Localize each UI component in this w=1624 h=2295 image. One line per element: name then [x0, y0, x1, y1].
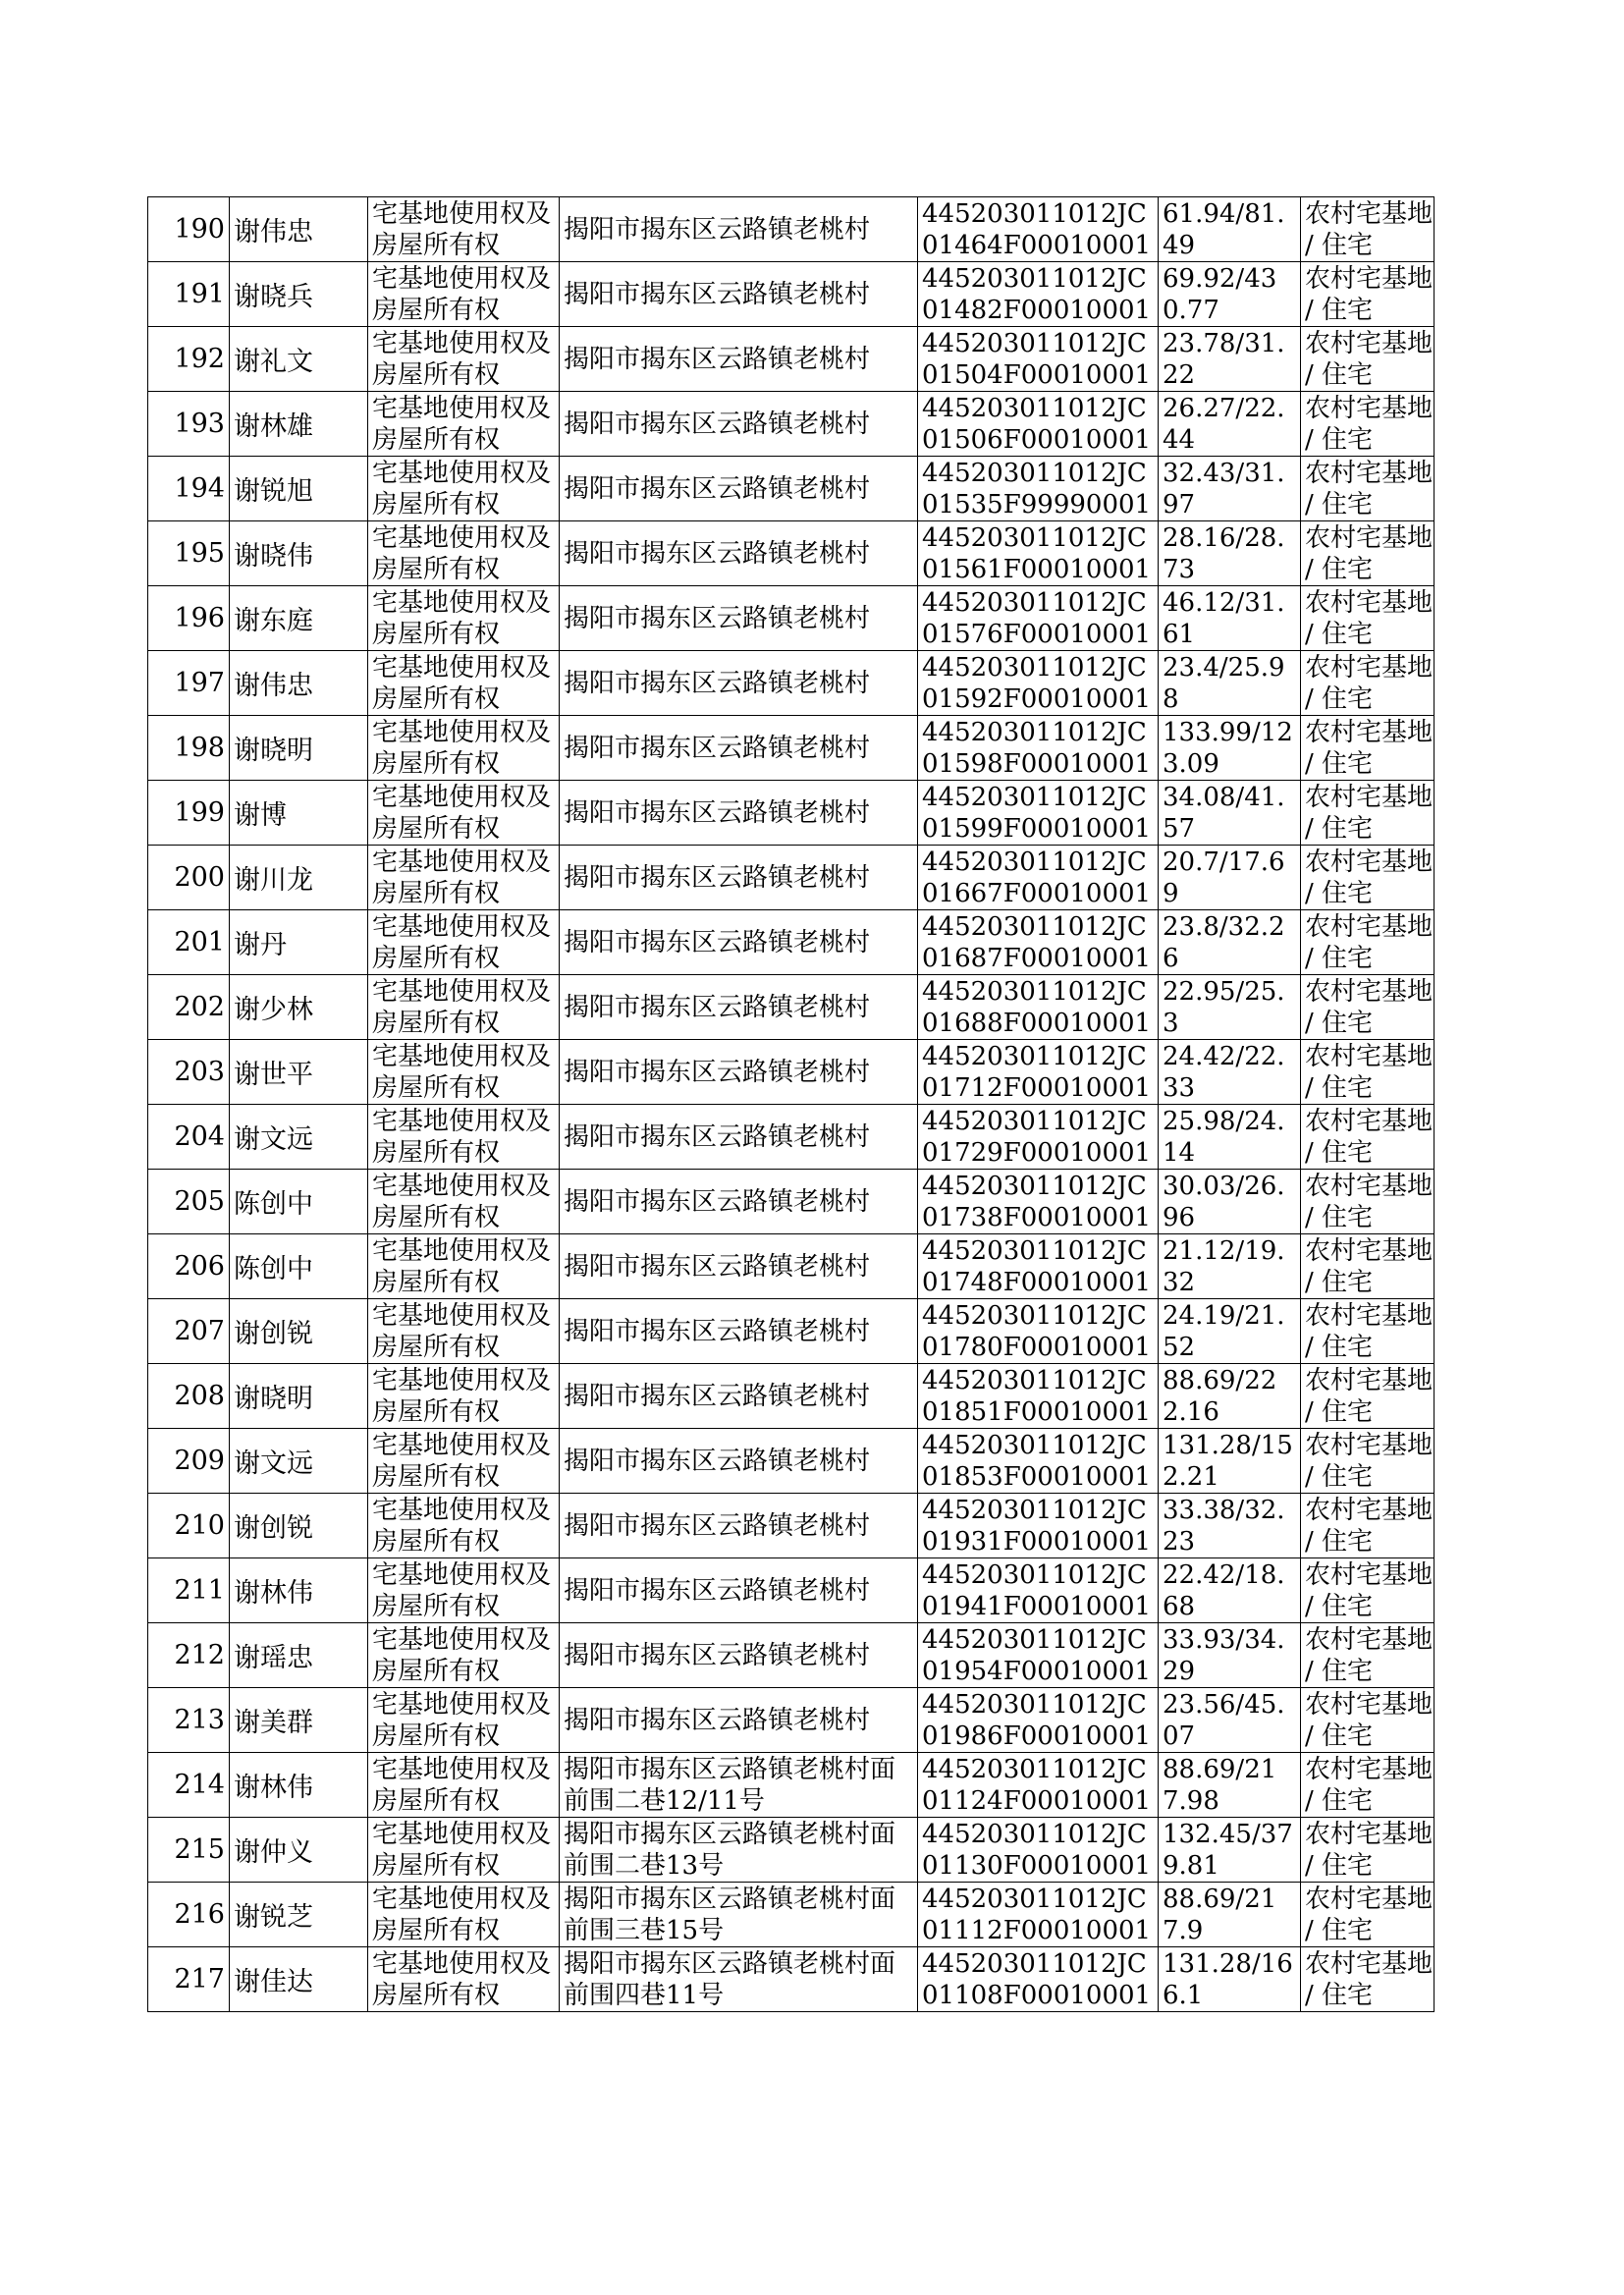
owner-name: 谢伟忠 — [230, 651, 368, 716]
area-value: 23.4/25.98 — [1159, 651, 1301, 716]
property-code: 445203011012JC01504F00010001 — [918, 327, 1159, 392]
table-row — [148, 1947, 1435, 2012]
row-number: 204 — [148, 1105, 230, 1170]
land-use: 农村宅基地 / 住宅 — [1301, 1947, 1435, 2012]
property-address: 揭阳市揭东区云路镇老桃村 — [560, 1299, 918, 1364]
property-address: 揭阳市揭东区云路镇老桃村面前围二巷13号 — [560, 1818, 918, 1883]
owner-name: 谢川龙 — [230, 846, 368, 910]
row-number: 192 — [148, 327, 230, 392]
area-value: 61.94/81.49 — [1159, 197, 1301, 262]
owner-name: 陈创中 — [230, 1170, 368, 1234]
row-number: 202 — [148, 975, 230, 1040]
area-value: 69.92/430.77 — [1159, 262, 1301, 327]
property-address: 揭阳市揭东区云路镇老桃村 — [560, 846, 918, 910]
land-use: 农村宅基地 / 住宅 — [1301, 327, 1435, 392]
table-row — [148, 1883, 1435, 1947]
property-address: 揭阳市揭东区云路镇老桃村 — [560, 262, 918, 327]
owner-name: 谢创锐 — [230, 1494, 368, 1558]
table-row — [148, 651, 1435, 716]
table-row — [148, 327, 1435, 392]
property-address: 揭阳市揭东区云路镇老桃村 — [560, 1040, 918, 1105]
property-address: 揭阳市揭东区云路镇老桃村 — [560, 1234, 918, 1299]
owner-name: 陈创中 — [230, 1234, 368, 1299]
property-code: 445203011012JC01712F00010001 — [918, 1040, 1159, 1105]
property-address: 揭阳市揭东区云路镇老桃村 — [560, 327, 918, 392]
owner-name: 谢美群 — [230, 1688, 368, 1753]
owner-name: 谢东庭 — [230, 586, 368, 651]
owner-name: 谢仲义 — [230, 1818, 368, 1883]
property-code: 445203011012JC01130F00010001 — [918, 1818, 1159, 1883]
right-type: 宅基地使用权及房屋所有权 — [368, 1558, 560, 1623]
table-row — [148, 1753, 1435, 1818]
property-address: 揭阳市揭东区云路镇老桃村 — [560, 521, 918, 586]
right-type: 宅基地使用权及房屋所有权 — [368, 846, 560, 910]
table-row — [148, 586, 1435, 651]
land-use: 农村宅基地 / 住宅 — [1301, 1494, 1435, 1558]
table-row — [148, 1429, 1435, 1494]
table-row — [148, 1040, 1435, 1105]
owner-name: 谢少林 — [230, 975, 368, 1040]
property-address: 揭阳市揭东区云路镇老桃村面前围二巷12/11号 — [560, 1753, 918, 1818]
right-type: 宅基地使用权及房屋所有权 — [368, 1688, 560, 1753]
property-address: 揭阳市揭东区云路镇老桃村面前围三巷15号 — [560, 1883, 918, 1947]
right-type: 宅基地使用权及房屋所有权 — [368, 1623, 560, 1688]
owner-name: 谢林伟 — [230, 1753, 368, 1818]
row-number: 210 — [148, 1494, 230, 1558]
right-type: 宅基地使用权及房屋所有权 — [368, 586, 560, 651]
row-number: 195 — [148, 521, 230, 586]
row-number: 212 — [148, 1623, 230, 1688]
area-value: 23.56/45.07 — [1159, 1688, 1301, 1753]
row-number: 209 — [148, 1429, 230, 1494]
area-value: 22.95/25.3 — [1159, 975, 1301, 1040]
table-row — [148, 1364, 1435, 1429]
area-value: 88.69/217.9 — [1159, 1883, 1301, 1947]
area-value: 28.16/28.73 — [1159, 521, 1301, 586]
property-address: 揭阳市揭东区云路镇老桃村 — [560, 1429, 918, 1494]
property-code: 445203011012JC01482F00010001 — [918, 262, 1159, 327]
owner-name: 谢瑶忠 — [230, 1623, 368, 1688]
row-number: 194 — [148, 457, 230, 521]
property-address: 揭阳市揭东区云路镇老桃村 — [560, 197, 918, 262]
table-row — [148, 197, 1435, 262]
right-type: 宅基地使用权及房屋所有权 — [368, 327, 560, 392]
area-value: 22.42/18.68 — [1159, 1558, 1301, 1623]
area-value: 30.03/26.96 — [1159, 1170, 1301, 1234]
table-row — [148, 975, 1435, 1040]
owner-name: 谢林雄 — [230, 392, 368, 457]
owner-name: 谢锐旭 — [230, 457, 368, 521]
row-number: 201 — [148, 910, 230, 975]
right-type: 宅基地使用权及房屋所有权 — [368, 1364, 560, 1429]
table-row — [148, 846, 1435, 910]
property-code: 445203011012JC01853F00010001 — [918, 1429, 1159, 1494]
property-code: 445203011012JC01931F00010001 — [918, 1494, 1159, 1558]
property-address: 揭阳市揭东区云路镇老桃村 — [560, 1558, 918, 1623]
table-row — [148, 392, 1435, 457]
right-type: 宅基地使用权及房屋所有权 — [368, 521, 560, 586]
land-use: 农村宅基地 / 住宅 — [1301, 975, 1435, 1040]
land-use: 农村宅基地 / 住宅 — [1301, 1040, 1435, 1105]
owner-name: 谢创锐 — [230, 1299, 368, 1364]
row-number: 207 — [148, 1299, 230, 1364]
table-row — [148, 781, 1435, 846]
property-address: 揭阳市揭东区云路镇老桃村 — [560, 651, 918, 716]
area-value: 88.69/217.98 — [1159, 1753, 1301, 1818]
property-code: 445203011012JC01576F00010001 — [918, 586, 1159, 651]
land-use: 农村宅基地 / 住宅 — [1301, 1364, 1435, 1429]
row-number: 205 — [148, 1170, 230, 1234]
area-value: 26.27/22.44 — [1159, 392, 1301, 457]
owner-name: 谢晓明 — [230, 1364, 368, 1429]
property-address: 揭阳市揭东区云路镇老桃村 — [560, 1688, 918, 1753]
owner-name: 谢丹 — [230, 910, 368, 975]
table-row — [148, 1170, 1435, 1234]
area-value: 46.12/31.61 — [1159, 586, 1301, 651]
row-number: 211 — [148, 1558, 230, 1623]
land-use: 农村宅基地 / 住宅 — [1301, 1170, 1435, 1234]
property-address: 揭阳市揭东区云路镇老桃村面前围四巷11号 — [560, 1947, 918, 2012]
right-type: 宅基地使用权及房屋所有权 — [368, 1947, 560, 2012]
property-address: 揭阳市揭东区云路镇老桃村 — [560, 586, 918, 651]
right-type: 宅基地使用权及房屋所有权 — [368, 716, 560, 781]
land-use: 农村宅基地 / 住宅 — [1301, 521, 1435, 586]
right-type: 宅基地使用权及房屋所有权 — [368, 1170, 560, 1234]
area-value: 23.8/32.26 — [1159, 910, 1301, 975]
table-row — [148, 1818, 1435, 1883]
right-type: 宅基地使用权及房屋所有权 — [368, 781, 560, 846]
area-value: 131.28/166.1 — [1159, 1947, 1301, 2012]
area-value: 32.43/31.97 — [1159, 457, 1301, 521]
table-row — [148, 262, 1435, 327]
table-row — [148, 716, 1435, 781]
table-row — [148, 910, 1435, 975]
property-address: 揭阳市揭东区云路镇老桃村 — [560, 1623, 918, 1688]
row-number: 216 — [148, 1883, 230, 1947]
right-type: 宅基地使用权及房屋所有权 — [368, 1299, 560, 1364]
property-address: 揭阳市揭东区云路镇老桃村 — [560, 975, 918, 1040]
land-use: 农村宅基地 / 住宅 — [1301, 1299, 1435, 1364]
row-number: 213 — [148, 1688, 230, 1753]
property-code: 445203011012JC01986F00010001 — [918, 1688, 1159, 1753]
area-value: 33.93/34.29 — [1159, 1623, 1301, 1688]
row-number: 191 — [148, 262, 230, 327]
property-code: 445203011012JC01599F00010001 — [918, 781, 1159, 846]
registry-table — [147, 196, 1435, 2012]
table-row — [148, 457, 1435, 521]
property-address: 揭阳市揭东区云路镇老桃村 — [560, 457, 918, 521]
land-use: 农村宅基地 / 住宅 — [1301, 846, 1435, 910]
land-use: 农村宅基地 / 住宅 — [1301, 1753, 1435, 1818]
area-value: 88.69/222.16 — [1159, 1364, 1301, 1429]
area-value: 34.08/41.57 — [1159, 781, 1301, 846]
property-code: 445203011012JC01941F00010001 — [918, 1558, 1159, 1623]
area-value: 25.98/24.14 — [1159, 1105, 1301, 1170]
property-code: 445203011012JC01954F00010001 — [918, 1623, 1159, 1688]
property-address: 揭阳市揭东区云路镇老桃村 — [560, 716, 918, 781]
property-address: 揭阳市揭东区云路镇老桃村 — [560, 1494, 918, 1558]
row-number: 197 — [148, 651, 230, 716]
property-code: 445203011012JC01506F00010001 — [918, 392, 1159, 457]
property-address: 揭阳市揭东区云路镇老桃村 — [560, 910, 918, 975]
table-row — [148, 1688, 1435, 1753]
row-number: 190 — [148, 197, 230, 262]
land-use: 农村宅基地 / 住宅 — [1301, 1234, 1435, 1299]
right-type: 宅基地使用权及房屋所有权 — [368, 910, 560, 975]
owner-name: 谢伟忠 — [230, 197, 368, 262]
area-value: 133.99/123.09 — [1159, 716, 1301, 781]
area-value: 24.19/21.52 — [1159, 1299, 1301, 1364]
row-number: 196 — [148, 586, 230, 651]
row-number: 215 — [148, 1818, 230, 1883]
right-type: 宅基地使用权及房屋所有权 — [368, 1753, 560, 1818]
right-type: 宅基地使用权及房屋所有权 — [368, 975, 560, 1040]
right-type: 宅基地使用权及房屋所有权 — [368, 651, 560, 716]
property-address: 揭阳市揭东区云路镇老桃村 — [560, 1364, 918, 1429]
right-type: 宅基地使用权及房屋所有权 — [368, 1105, 560, 1170]
area-value: 24.42/22.33 — [1159, 1040, 1301, 1105]
area-value: 132.45/379.81 — [1159, 1818, 1301, 1883]
table-row — [148, 1105, 1435, 1170]
table-row — [148, 1234, 1435, 1299]
property-code: 445203011012JC01464F00010001 — [918, 197, 1159, 262]
property-code: 445203011012JC01598F00010001 — [918, 716, 1159, 781]
land-use: 农村宅基地 / 住宅 — [1301, 716, 1435, 781]
property-code: 445203011012JC01592F00010001 — [918, 651, 1159, 716]
owner-name: 谢世平 — [230, 1040, 368, 1105]
row-number: 198 — [148, 716, 230, 781]
row-number: 206 — [148, 1234, 230, 1299]
property-address: 揭阳市揭东区云路镇老桃村 — [560, 392, 918, 457]
land-use: 农村宅基地 / 住宅 — [1301, 910, 1435, 975]
table-row — [148, 521, 1435, 586]
owner-name: 谢晓兵 — [230, 262, 368, 327]
property-code: 445203011012JC01780F00010001 — [918, 1299, 1159, 1364]
property-code: 445203011012JC01851F00010001 — [918, 1364, 1159, 1429]
land-use: 农村宅基地 / 住宅 — [1301, 1623, 1435, 1688]
area-value: 33.38/32.23 — [1159, 1494, 1301, 1558]
property-code: 445203011012JC01688F00010001 — [918, 975, 1159, 1040]
row-number: 199 — [148, 781, 230, 846]
row-number: 200 — [148, 846, 230, 910]
property-code: 445203011012JC01748F00010001 — [918, 1234, 1159, 1299]
property-code: 445203011012JC01108F00010001 — [918, 1947, 1159, 2012]
table-body — [148, 197, 1435, 2012]
right-type: 宅基地使用权及房屋所有权 — [368, 1040, 560, 1105]
land-use: 农村宅基地 / 住宅 — [1301, 1105, 1435, 1170]
table-row — [148, 1299, 1435, 1364]
owner-name: 谢佳达 — [230, 1947, 368, 2012]
land-use: 农村宅基地 / 住宅 — [1301, 651, 1435, 716]
row-number: 214 — [148, 1753, 230, 1818]
property-code: 445203011012JC01667F00010001 — [918, 846, 1159, 910]
owner-name: 谢礼文 — [230, 327, 368, 392]
land-use: 农村宅基地 / 住宅 — [1301, 197, 1435, 262]
property-code: 445203011012JC01124F00010001 — [918, 1753, 1159, 1818]
property-address: 揭阳市揭东区云路镇老桃村 — [560, 781, 918, 846]
owner-name: 谢林伟 — [230, 1558, 368, 1623]
table-row — [148, 1558, 1435, 1623]
right-type: 宅基地使用权及房屋所有权 — [368, 197, 560, 262]
right-type: 宅基地使用权及房屋所有权 — [368, 1494, 560, 1558]
table-row — [148, 1623, 1435, 1688]
property-code: 445203011012JC01687F00010001 — [918, 910, 1159, 975]
right-type: 宅基地使用权及房屋所有权 — [368, 1234, 560, 1299]
row-number: 193 — [148, 392, 230, 457]
land-use: 农村宅基地 / 住宅 — [1301, 781, 1435, 846]
owner-name: 谢文远 — [230, 1429, 368, 1494]
property-address: 揭阳市揭东区云路镇老桃村 — [560, 1170, 918, 1234]
row-number: 217 — [148, 1947, 230, 2012]
land-use: 农村宅基地 / 住宅 — [1301, 1883, 1435, 1947]
right-type: 宅基地使用权及房屋所有权 — [368, 457, 560, 521]
area-value: 23.78/31.22 — [1159, 327, 1301, 392]
land-use: 农村宅基地 / 住宅 — [1301, 1688, 1435, 1753]
right-type: 宅基地使用权及房屋所有权 — [368, 262, 560, 327]
land-use: 农村宅基地 / 住宅 — [1301, 262, 1435, 327]
area-value: 21.12/19.32 — [1159, 1234, 1301, 1299]
property-code: 445203011012JC01561F00010001 — [918, 521, 1159, 586]
owner-name: 谢博 — [230, 781, 368, 846]
property-address: 揭阳市揭东区云路镇老桃村 — [560, 1105, 918, 1170]
right-type: 宅基地使用权及房屋所有权 — [368, 1818, 560, 1883]
owner-name: 谢锐芝 — [230, 1883, 368, 1947]
land-use: 农村宅基地 / 住宅 — [1301, 1429, 1435, 1494]
land-use: 农村宅基地 / 住宅 — [1301, 457, 1435, 521]
property-code: 445203011012JC01535F99990001 — [918, 457, 1159, 521]
land-use: 农村宅基地 / 住宅 — [1301, 1818, 1435, 1883]
table-row — [148, 1494, 1435, 1558]
area-value: 131.28/152.21 — [1159, 1429, 1301, 1494]
owner-name: 谢文远 — [230, 1105, 368, 1170]
land-use: 农村宅基地 / 住宅 — [1301, 1558, 1435, 1623]
row-number: 203 — [148, 1040, 230, 1105]
right-type: 宅基地使用权及房屋所有权 — [368, 1429, 560, 1494]
land-use: 农村宅基地 / 住宅 — [1301, 586, 1435, 651]
right-type: 宅基地使用权及房屋所有权 — [368, 1883, 560, 1947]
land-use: 农村宅基地 / 住宅 — [1301, 392, 1435, 457]
right-type: 宅基地使用权及房屋所有权 — [368, 392, 560, 457]
area-value: 20.7/17.69 — [1159, 846, 1301, 910]
row-number: 208 — [148, 1364, 230, 1429]
property-code: 445203011012JC01738F00010001 — [918, 1170, 1159, 1234]
owner-name: 谢晓明 — [230, 716, 368, 781]
property-code: 445203011012JC01112F00010001 — [918, 1883, 1159, 1947]
owner-name: 谢晓伟 — [230, 521, 368, 586]
property-code: 445203011012JC01729F00010001 — [918, 1105, 1159, 1170]
